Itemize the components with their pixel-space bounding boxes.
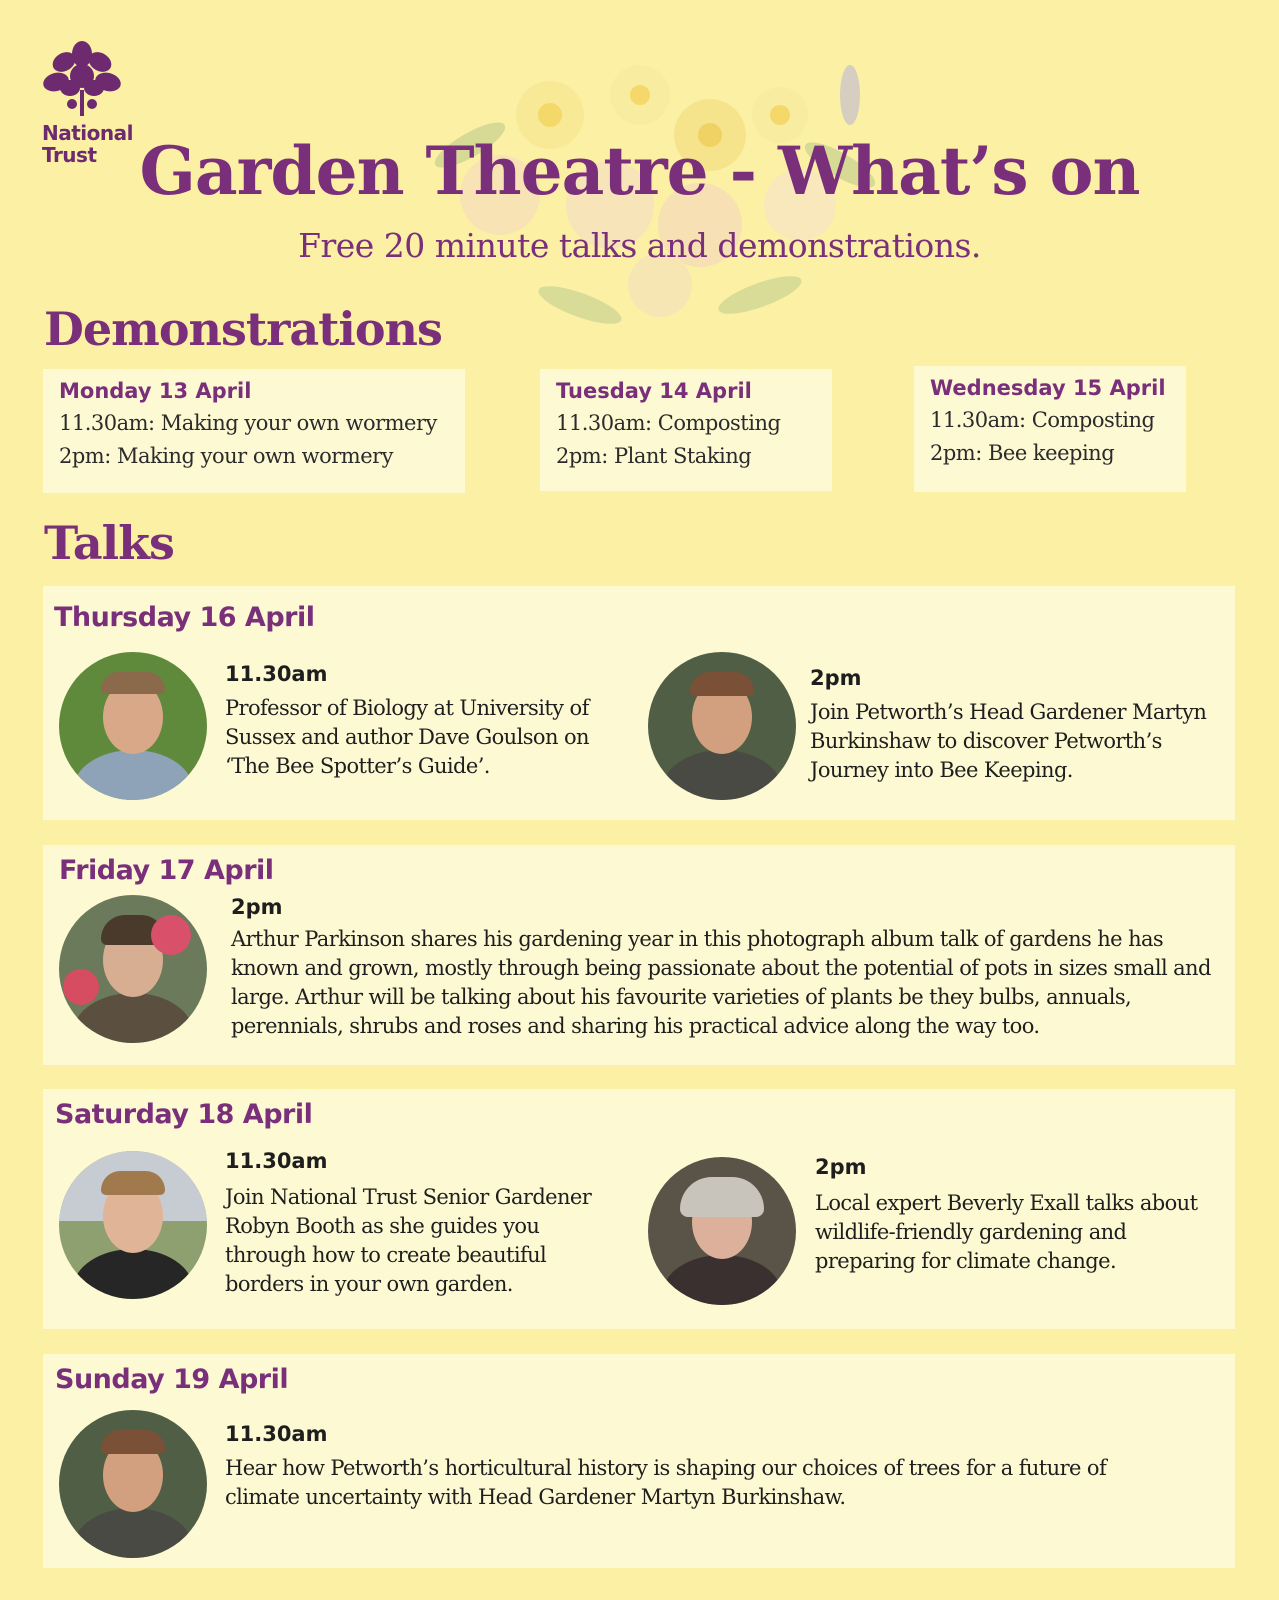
page-title: Garden Theatre - What’s on: [139, 132, 1140, 210]
oak-leaf-icon: [40, 40, 124, 118]
speaker-photo: [59, 895, 207, 1043]
speaker-photo: [59, 1410, 207, 1558]
talk-description: Professor of Biology at University of Sussex and author Dave Goulson on ‘The Bee Spotter’s Guide’.: [225, 696, 589, 778]
talk-panel-sunday: [43, 1354, 1235, 1568]
talk-day: Sunday 19 April: [55, 1364, 289, 1395]
demo-item: 2pm: Bee keeping: [930, 441, 1115, 465]
talk-panel-saturday: [43, 1089, 1235, 1329]
demo-box-tuesday: [540, 369, 832, 491]
talk-day: Saturday 18 April: [55, 1099, 313, 1130]
talk-description: Arthur Parkinson shares his gardening year in this photograph album talk of gardens he has known and grown, mostly through being passionate about the potential of pots in sizes small and large. Arthur will be talking about his favourite varieties of plants be they bulbs, annuals, perennials, shrubs and roses and sharing his practical advice along the way too.: [231, 927, 1211, 1038]
speaker-photo: [648, 652, 796, 800]
talk-description: Join Petworth’s Head Gardener Martyn Burkinshaw to discover Petworth’s Journey into Bee Keeping.: [810, 700, 1207, 782]
demo-item: 2pm: Making your own wormery: [59, 444, 394, 468]
demo-day: Monday 13 April: [59, 379, 252, 403]
demo-item: 11.30am: Making your own wormery: [59, 411, 437, 435]
logo-line-2: Trust: [42, 143, 97, 167]
talk-description: Local expert Beverly Exall talks about wildlife-friendly gardening and preparing for climate change.: [815, 1191, 1198, 1273]
demo-box-wednesday: [914, 366, 1186, 492]
speaker-photo: [648, 1157, 796, 1305]
demo-box-monday: [43, 369, 465, 493]
speaker-photo: [59, 652, 207, 800]
logo-line-1: National: [42, 121, 133, 145]
page-subtitle: Free 20 minute talks and demonstrations.: [298, 226, 981, 265]
demo-item: 11.30am: Composting: [556, 411, 781, 435]
talk-time: 11.30am: [225, 1422, 328, 1446]
talk-panel-friday: [43, 845, 1235, 1065]
talk-panel-thursday: [43, 586, 1235, 820]
demo-day: Wednesday 15 April: [930, 376, 1166, 400]
talk-time: 2pm: [815, 1155, 867, 1179]
demo-item: 2pm: Plant Staking: [556, 444, 752, 468]
talk-time: 11.30am: [225, 662, 328, 686]
demonstrations-heading: Demonstrations: [44, 302, 442, 356]
demo-item: 11.30am: Composting: [930, 408, 1155, 432]
talk-time: 2pm: [231, 895, 283, 919]
talk-description: Hear how Petworth’s horticultural history is shaping our choices of trees for a future of climate uncertainty with Head Gardener Martyn Burkinshaw.: [225, 1456, 1107, 1509]
demo-day: Tuesday 14 April: [556, 379, 752, 403]
talk-day: Thursday 16 April: [54, 602, 315, 633]
talk-day: Friday 17 April: [59, 855, 274, 886]
talk-description: Join National Trust Senior Gardener Robyn Booth as she guides you through how to create beautiful borders in your own garden.: [225, 1185, 592, 1296]
talk-time: 11.30am: [225, 1149, 328, 1173]
talk-time: 2pm: [810, 666, 862, 690]
talks-heading: Talks: [44, 516, 174, 570]
speaker-photo: [59, 1151, 207, 1299]
